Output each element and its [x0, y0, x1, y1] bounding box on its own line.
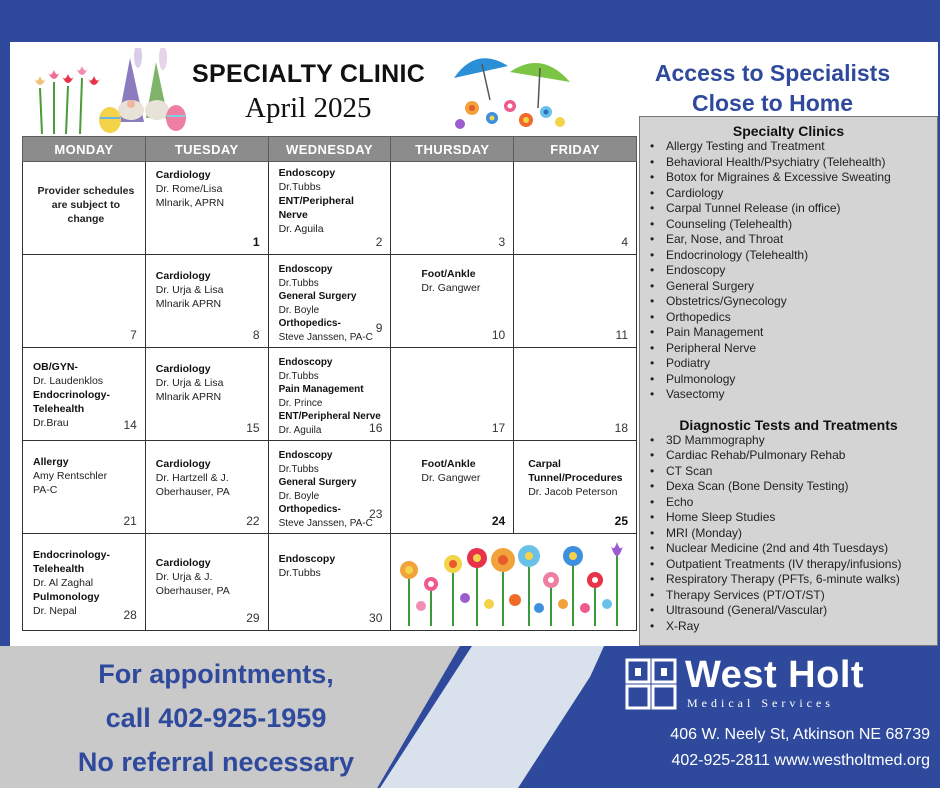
- specialty-clinics-list: [640, 139, 937, 403]
- weekday-header: MONDAY: [23, 137, 146, 162]
- schedule-note: Provider schedules are subject to change: [23, 162, 146, 255]
- day-cell: [514, 441, 637, 534]
- provider-name: Dr. Aguila: [278, 424, 322, 436]
- provider-name: Dr.Tubbs: [278, 567, 321, 579]
- specialty-item: • Pulmonology: [650, 372, 937, 388]
- week-row: [23, 255, 637, 348]
- day-cell: [145, 162, 268, 255]
- day-cell: [268, 255, 391, 348]
- week-row: [23, 162, 637, 255]
- diagnostic-item: • Cardiac Rehab/Pulmonary Rehab: [650, 448, 937, 464]
- day-number: 4: [621, 235, 628, 249]
- weekday-header: TUESDAY: [145, 137, 268, 162]
- specialty-name: Endoscopy: [278, 264, 333, 275]
- day-cell: [514, 348, 637, 441]
- specialty-item: • Ear, Nose, and Throat: [650, 232, 937, 248]
- day-cell: [145, 441, 268, 534]
- umbrellas-illustration: [446, 48, 576, 134]
- day-cell: [391, 348, 514, 441]
- day-number: 15: [246, 421, 260, 435]
- specialty-name: Pain Management: [278, 384, 364, 395]
- tulips-icon: [34, 66, 100, 134]
- provider-name: Dr.Brau: [33, 417, 69, 429]
- provider-name: Dr.Tubbs: [278, 370, 319, 382]
- day-number: 14: [123, 418, 137, 432]
- diagnostic-item: • Home Sleep Studies: [650, 510, 937, 526]
- day-number: 9: [375, 320, 383, 335]
- specialty-name: Orthopedics-: [278, 318, 341, 329]
- tagline: [630, 58, 915, 118]
- specialty-item: • General Surgery: [650, 279, 937, 295]
- clinic-calendar: [22, 136, 637, 631]
- day-number: 24: [491, 514, 506, 528]
- provider-name: Dr. Jacob Peterson: [528, 486, 618, 498]
- flowers-icon: [455, 100, 565, 129]
- provider-name: Amy Rentschler PA-C: [33, 470, 108, 496]
- weekday-header: FRIDAY: [514, 137, 637, 162]
- day-number: 18: [614, 421, 628, 435]
- provider-name: Dr. Laudenklos: [33, 375, 104, 387]
- day-number: 30: [369, 611, 383, 625]
- day-number: 29: [246, 611, 260, 625]
- appointment-line: For appointments,: [98, 659, 334, 689]
- services-panel: [639, 116, 938, 646]
- gnome-icon: [118, 48, 169, 122]
- provider-name: Dr. Prince: [278, 397, 323, 409]
- appointment-info: [36, 652, 396, 784]
- specialty-name: ENT/Peripheral Nerve: [278, 411, 381, 422]
- specialty-name: Cardiology: [155, 363, 211, 375]
- diagnostic-item: • X-Ray: [650, 619, 937, 635]
- day-cell: [391, 441, 514, 534]
- diagnostic-item: • 3D Mammography: [650, 433, 937, 449]
- day-number: 28: [123, 608, 137, 622]
- provider-name: Dr.Tubbs: [278, 277, 319, 289]
- specialty-name: ENT/Peripheral Nerve: [278, 195, 354, 221]
- diagnostic-item: • Dexa Scan (Bone Density Testing): [650, 479, 937, 495]
- specialty-name: Carpal Tunnel/Procedures: [528, 458, 623, 484]
- specialty-item: • Obstetrics/Gynecology: [650, 294, 937, 310]
- specialty-item: • Cardiology: [650, 186, 937, 202]
- appointment-phone: call 402-925-1959: [105, 703, 327, 733]
- day-number: 21: [123, 514, 137, 528]
- specialty-name: Cardiology: [155, 458, 211, 470]
- diagnostic-list: [640, 433, 937, 635]
- specialty-name: Endocrinology-Telehealth: [33, 389, 110, 415]
- weekday-header-row: [23, 137, 637, 162]
- west-holt-logo: [625, 656, 910, 712]
- day-cell: [268, 348, 391, 441]
- clinic-title: SPECIALTY CLINIC: [192, 60, 426, 88]
- day-cell: [23, 255, 146, 348]
- provider-name: Dr. Gangwer: [421, 472, 481, 484]
- day-number: 2: [375, 235, 383, 249]
- specialty-item: • Counseling (Telehealth): [650, 217, 937, 233]
- tagline-line1: Access to Specialists: [654, 60, 891, 86]
- weekday-header: THURSDAY: [391, 137, 514, 162]
- specialty-item: • Endoscopy: [650, 263, 937, 279]
- day-number: 8: [252, 328, 260, 342]
- specialty-name: Foot/Ankle: [421, 458, 476, 470]
- specialty-name: Endoscopy: [278, 167, 336, 179]
- week-row: [23, 348, 637, 441]
- specialty-name: Endoscopy: [278, 553, 336, 565]
- spring-flowers-icon: [391, 534, 635, 626]
- day-number: 22: [246, 514, 260, 528]
- day-cell: [145, 534, 268, 631]
- week-row: [23, 534, 637, 631]
- provider-name: Dr. Boyle: [278, 490, 320, 502]
- logo-subtitle: Medical Services: [687, 696, 834, 710]
- specialty-item: • Pain Management: [650, 325, 937, 341]
- day-number: 11: [615, 328, 628, 342]
- provider-name: Dr.Tubbs: [278, 181, 321, 193]
- specialty-name: Endocrinology-Telehealth: [33, 549, 110, 575]
- specialty-name: Cardiology: [155, 557, 211, 569]
- day-number: 17: [491, 421, 506, 435]
- day-cell: [268, 534, 391, 631]
- specialty-name: Pulmonology: [33, 591, 100, 603]
- day-number: 3: [498, 235, 506, 249]
- referral-note: No referral necessary: [77, 747, 355, 777]
- diagnostic-item: • Therapy Services (PT/OT/ST): [650, 588, 937, 604]
- logo-name: West Holt: [685, 654, 865, 696]
- specialty-name: Foot/Ankle: [421, 268, 476, 280]
- diagnostic-item: • Ultrasound (General/Vascular): [650, 603, 937, 619]
- day-cell: [514, 162, 637, 255]
- provider-name: Steve Janssen, PA-C: [278, 331, 373, 343]
- day-cell: [23, 348, 146, 441]
- easter-gnomes-illustration: [28, 48, 188, 134]
- specialty-item: • Orthopedics: [650, 310, 937, 326]
- specialty-item: • Allergy Testing and Treatment: [650, 139, 937, 155]
- specialty-name: General Surgery: [278, 477, 357, 488]
- contact-info: [600, 722, 930, 774]
- diagnostic-heading: Diagnostic Tests and Treatments: [679, 416, 898, 433]
- specialty-item: • Vasectomy: [650, 387, 937, 403]
- day-cell: [145, 255, 268, 348]
- specialty-name: Allergy: [33, 456, 69, 468]
- logo-mark-icon: [625, 658, 677, 710]
- day-cell: [268, 441, 391, 534]
- calendar-month: April 2025: [245, 92, 372, 124]
- week-row: [23, 441, 637, 534]
- day-number: 10: [491, 328, 506, 342]
- day-cell: [391, 162, 514, 255]
- diagnostic-item: • CT Scan: [650, 464, 937, 480]
- phone-website: 402-925-2811 www.westholtmed.org: [671, 752, 930, 769]
- specialty-item: • Botox for Migraines & Excessive Sweating: [650, 170, 937, 186]
- diagnostic-item: • Nuclear Medicine (2nd and 4th Tuesdays): [650, 541, 937, 557]
- provider-name: Dr. Al Zaghal: [33, 577, 94, 589]
- specialty-item: • Carpal Tunnel Release (in office): [650, 201, 937, 217]
- diagnostic-item: • Outpatient Treatments (IV therapy/infusions): [650, 557, 937, 573]
- diagnostic-item: • Echo: [650, 495, 937, 511]
- day-cell: [23, 534, 146, 631]
- day-number: 16: [369, 420, 383, 435]
- specialty-name: OB/GYN-: [33, 361, 78, 373]
- diagnostic-item: • MRI (Monday): [650, 526, 937, 542]
- provider-name: Dr. Hartzell & J. Oberhauser, PA: [155, 472, 230, 498]
- flower-decoration: [391, 534, 637, 631]
- provider-name: Dr. Urja & Lisa Mlnarik APRN: [155, 377, 224, 403]
- provider-name: Dr. Gangwer: [421, 282, 481, 294]
- day-cell: [391, 255, 514, 348]
- provider-name: Dr. Boyle: [278, 304, 320, 316]
- specialty-name: Endoscopy: [278, 357, 333, 368]
- specialty-clinics-heading: Specialty Clinics: [732, 123, 845, 139]
- diagnostic-item: • Respiratory Therapy (PFTs, 6-minute walks): [650, 572, 937, 588]
- specialty-name: Endoscopy: [278, 450, 333, 461]
- specialty-name: Cardiology: [155, 169, 211, 181]
- specialty-name: Orthopedics-: [278, 504, 341, 515]
- day-cell: [145, 348, 268, 441]
- address: 406 W. Neely St, Atkinson NE 68739: [670, 726, 930, 743]
- provider-name: Dr. Aguila: [278, 223, 324, 235]
- day-number: 23: [369, 506, 383, 521]
- specialty-item: • Endocrinology (Telehealth): [650, 248, 937, 264]
- provider-name: Dr. Rome/Lisa Mlnarik, APRN: [155, 183, 225, 209]
- specialty-item: • Peripheral Nerve: [650, 341, 937, 357]
- weekday-header: WEDNESDAY: [268, 137, 391, 162]
- specialty-name: Cardiology: [155, 270, 211, 282]
- day-cell: [23, 441, 146, 534]
- provider-name: Dr. Nepal: [33, 605, 77, 617]
- tagline-line2: Close to Home: [691, 90, 854, 116]
- specialty-item: • Behavioral Health/Psychiatry (Telehealth): [650, 155, 937, 171]
- provider-name: Steve Janssen, PA-C: [278, 517, 373, 529]
- provider-name: Dr.Tubbs: [278, 463, 319, 475]
- day-number: 1: [252, 235, 260, 249]
- provider-name: Dr. Urja & Lisa Mlnarik APRN: [155, 284, 224, 310]
- specialty-name: General Surgery: [278, 291, 357, 302]
- day-cell: [268, 162, 391, 255]
- specialty-item: • Podiatry: [650, 356, 937, 372]
- day-number: 7: [130, 328, 137, 342]
- day-cell: [514, 255, 637, 348]
- day-number: 25: [614, 514, 628, 528]
- provider-name: Dr. Urja & J. Oberhauser, PA: [155, 571, 230, 597]
